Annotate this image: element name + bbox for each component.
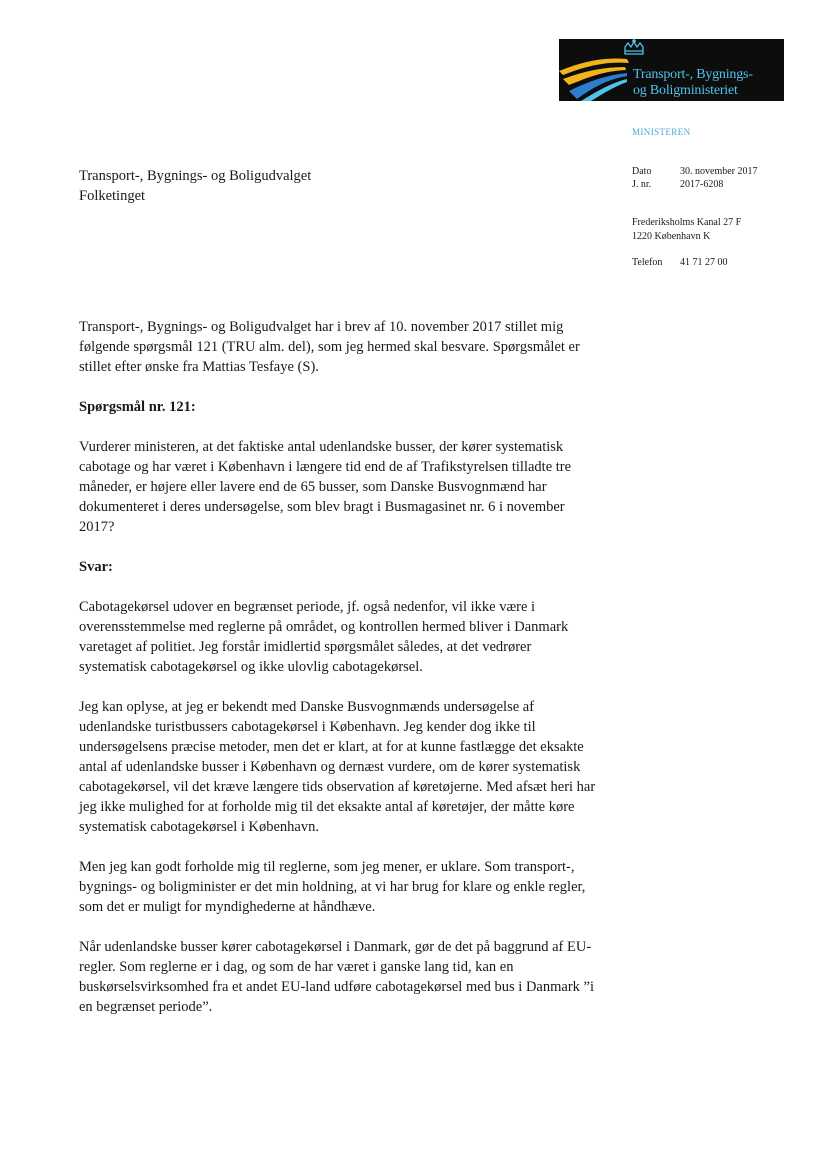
phone-row [632, 257, 728, 268]
answer-paragraph-1: Cabotagekørsel udover en begrænset periode, jf. også nedenfor, vil ikke være i overensstemmelse med reglerne på området, og kontrollen hermed bliver i Danmark varetaget af politiet. Jeg forstår imidlertid spørgsmålet således, at det vedrører systematisk cabotagekørsel og ikke ulovlig cabotagekørsel. [79, 599, 569, 675]
answer-paragraph-3: Men jeg kan godt forholde mig til reglerne, som jeg mener, er uklare. Som transport-, bygnings- og boligminister er det min holdning, at vi har brug for klare og enkle regler, som det er muligt for myndighederne at håndhæve. [79, 859, 586, 915]
letter-body [79, 317, 599, 1037]
logo-text-line2: og Boligministeriet [633, 83, 738, 98]
date-row [632, 166, 758, 177]
recipient-committee: Transport-, Bygnings- og Boligudvalget [79, 168, 312, 184]
ministry-logo [559, 39, 784, 101]
logo-text-line1: Transport-, Bygnings- [633, 67, 753, 82]
date-value: 30. november 2017 [680, 166, 758, 177]
answer-paragraph-4: Når udenlandske busser kører cabotagekørsel i Danmark, gør de det på baggrund af EU-regler. Som reglerne er i dag, og som de har været i ganske lang tid, kan en buskørselsvirksomhed fra et andet EU-land udføre cabotagekørsel med bus i Danmark ”i en begrænset periode”. [79, 939, 594, 1015]
recipient-block [79, 166, 311, 206]
date-label: Dato [632, 166, 652, 177]
phone-value: 41 71 27 00 [680, 257, 728, 268]
jnr-row [632, 179, 723, 190]
jnr-label: J. nr. [632, 179, 652, 190]
question-heading: Spørgsmål nr. 121: [79, 399, 196, 415]
recipient-parliament: Folketinget [79, 188, 146, 204]
address-line2: 1220 København K [632, 231, 711, 242]
answer-paragraph-2: Jeg kan oplyse, at jeg er bekendt med Danske Busvognmænds undersøgelse af udenlandske turistbussers cabotagekørsel i København. Jeg kender dog ikke til undersøgelsens præcise metoder, men det er klart, at for at kunne fastlægge det eksakte antal af udenlandske busser i København og dernæst vurdere, om de kører systematisk cabotagekørsel, vil det kræve længere tids observation af køretøjerne. Med afsæt heri har jeg ikke mulighed for at forholde mig til det eksakte antal af køretøjer, der måtte køre systematisk cabotagekørsel i København. [79, 699, 596, 835]
department-label: MINISTEREN [632, 127, 691, 137]
intro-paragraph: Transport-, Bygnings- og Boligudvalget har i brev af 10. november 2017 stillet mig følgende spørgsmål 121 (TRU alm. del), som jeg hermed skal besvare. Spørgsmålet er stillet efter ønske fra Mattias Tesfaye (S). [79, 319, 580, 375]
answer-heading: Svar: [79, 559, 113, 575]
address-line1: Frederiksholms Kanal 27 F [632, 217, 742, 228]
jnr-value: 2017-6208 [680, 179, 724, 190]
phone-label: Telefon [632, 257, 663, 268]
question-paragraph: Vurderer ministeren, at det faktiske antal udenlandske busser, der kører systematisk cabotage og har været i København i længere tid end de af Trafikstyrelsen tilladte tre måneder, er højere eller lavere end de 65 busser, som Danske Busvognmænd har dokumenteret i deres undersøgelse, som blev bragt i Busmagasinet nr. 6 i november 2017? [79, 439, 572, 535]
